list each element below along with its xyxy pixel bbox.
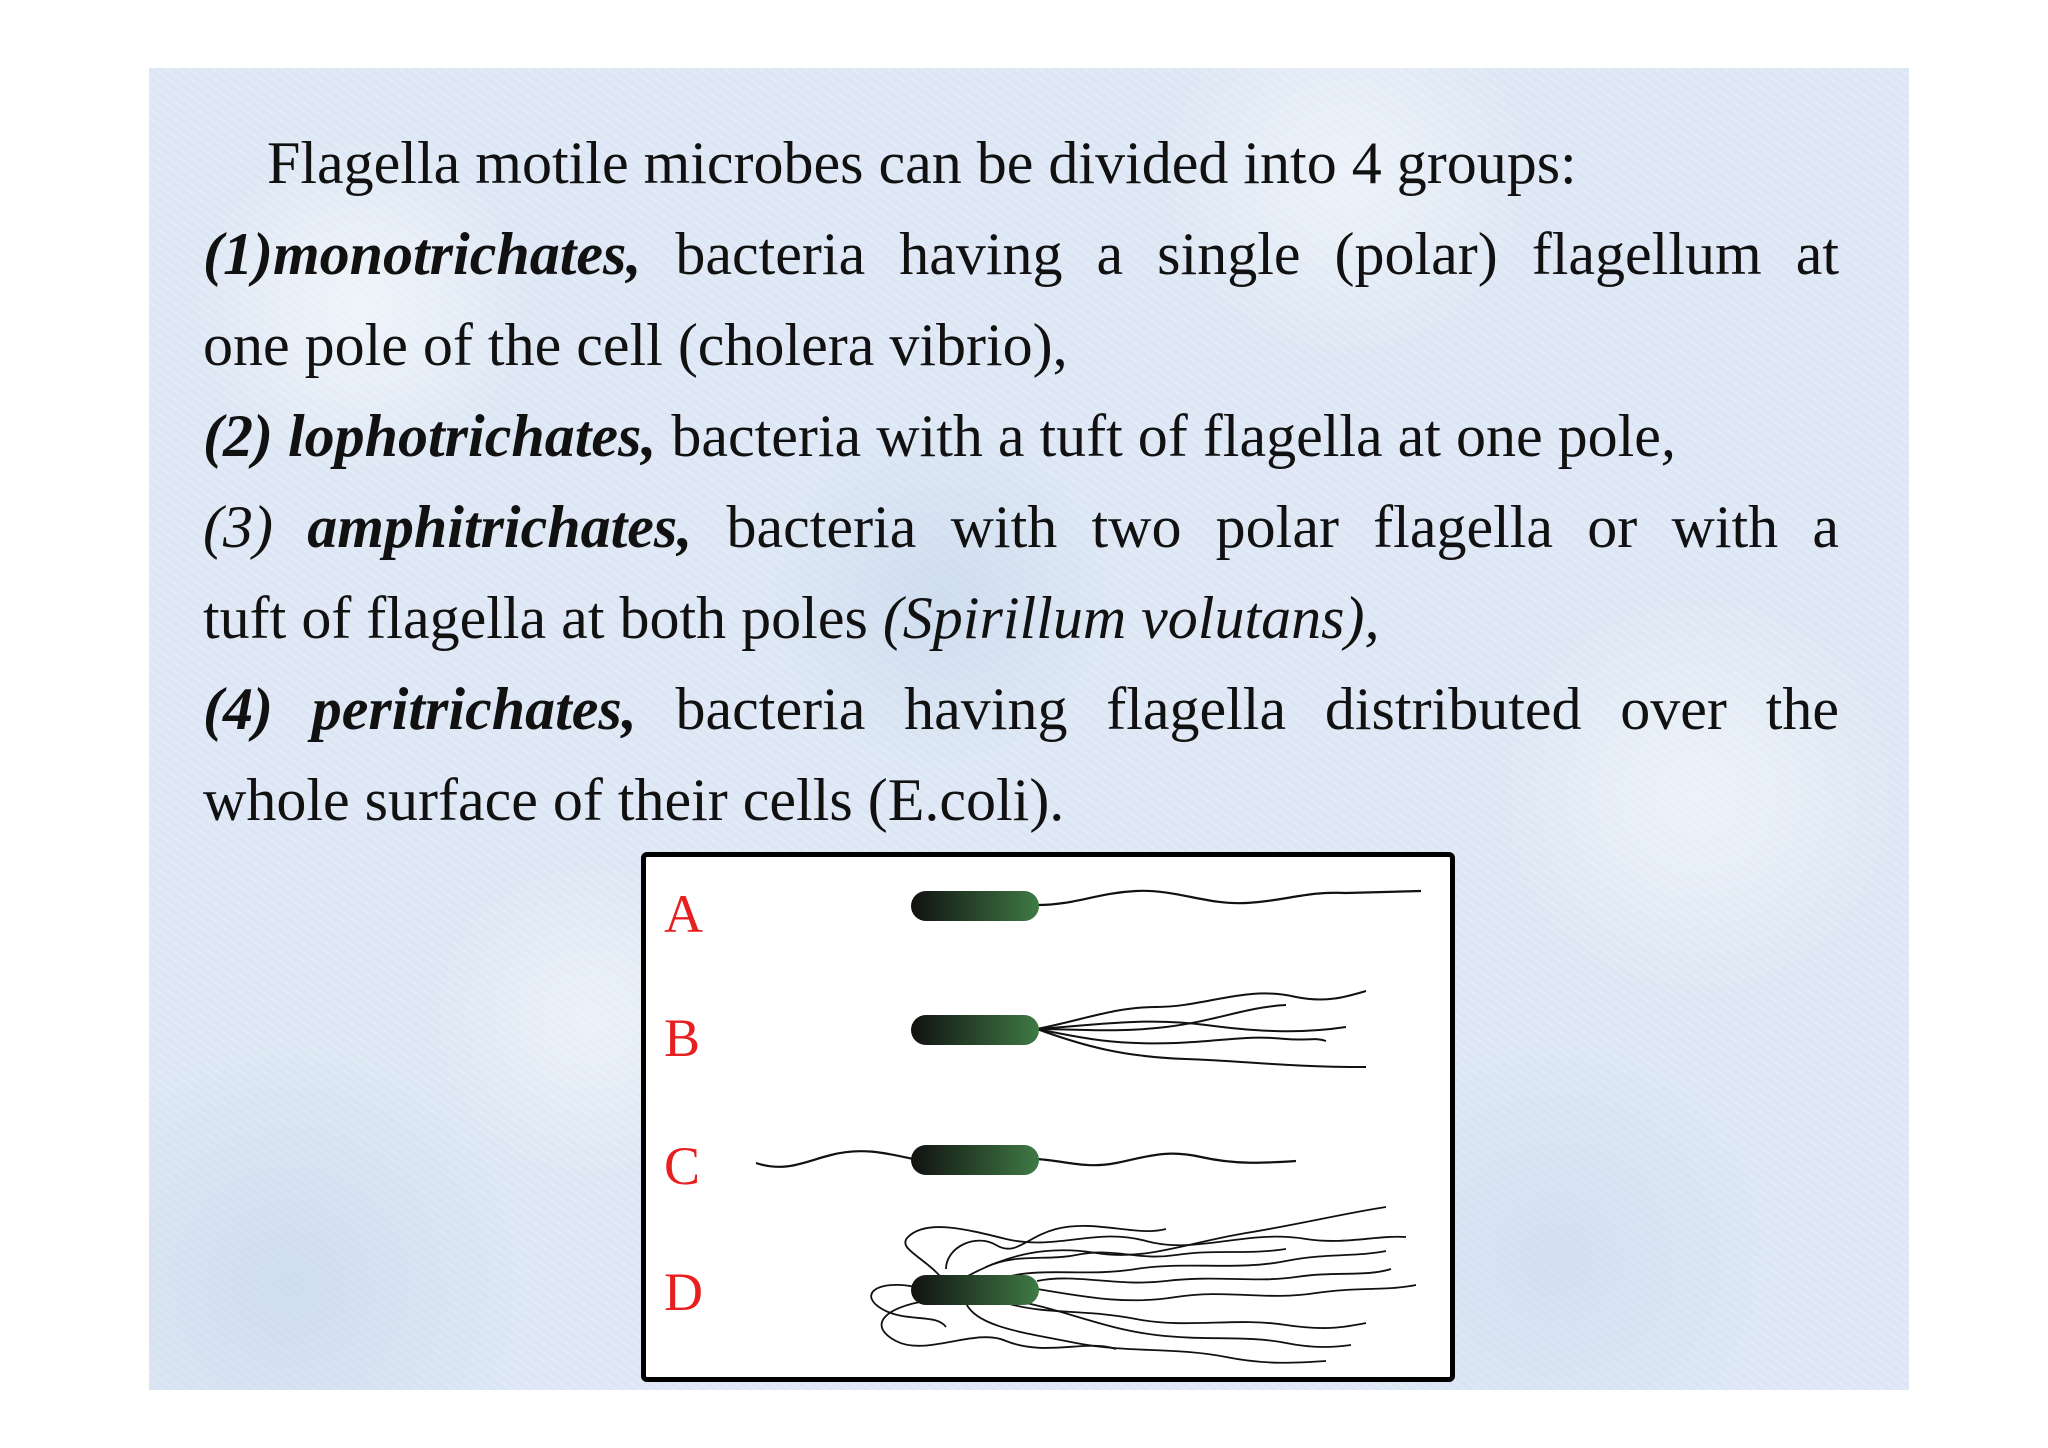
label-c: C	[664, 1136, 701, 1196]
item-3-line-1	[203, 482, 1839, 573]
flagellum-d-10	[1037, 1269, 1391, 1283]
item-1-description-cont: one pole of the cell (cholera vibrio),	[203, 312, 1068, 378]
flagellum-d-7	[882, 1301, 1116, 1349]
flagellum-a	[1037, 891, 1421, 905]
flagellum-d-12	[986, 1249, 1286, 1267]
item-4-term: (4) peritrichates,	[203, 676, 637, 742]
flagella-diagram-graphic	[646, 857, 1450, 1377]
flagellum-d-4	[1037, 1285, 1416, 1300]
item-2-term: (2) lophotrichates,	[203, 403, 657, 469]
bacterium-b	[911, 991, 1366, 1067]
item-3-number: (3)	[203, 494, 273, 560]
item-3-term: amphitrichates,	[307, 494, 693, 560]
bacterium-c	[756, 1145, 1296, 1175]
label-d: D	[664, 1262, 703, 1322]
item-2-line-1	[203, 391, 1839, 482]
intro-line	[203, 118, 1839, 209]
item-3-description-cont: tuft of flagella at both poles	[203, 585, 868, 651]
item-1-description: bacteria having a single (polar) flagellum at	[675, 221, 1840, 287]
flagellum-b-1	[1037, 991, 1366, 1029]
item-1-line-1	[203, 209, 1839, 300]
bacterium-d	[871, 1207, 1416, 1363]
item-2-end-mark: ,	[1660, 403, 1676, 469]
cell-a	[911, 891, 1039, 921]
label-a: A	[664, 884, 703, 944]
item-2-description: bacteria with a tuft of flagella at one pole	[671, 403, 1661, 469]
flagellum-d-3	[1006, 1251, 1386, 1277]
slide-text	[203, 118, 1839, 846]
bacterium-a	[911, 891, 1421, 921]
flagellum-c-left	[756, 1151, 913, 1167]
item-4-description: bacteria having flagella distributed over the	[675, 676, 1839, 742]
cell-c	[911, 1145, 1039, 1175]
intro-text: Flagella motile microbes can be divided into 4 groups:	[267, 130, 1577, 196]
cell-b	[911, 1015, 1039, 1045]
flagellum-b-4	[1037, 1029, 1366, 1067]
flagella-diagram	[641, 852, 1455, 1382]
flagellum-c-right	[1037, 1154, 1296, 1166]
cell-d	[911, 1275, 1039, 1305]
label-b: B	[664, 1008, 701, 1068]
item-4-description-cont: whole surface of their cells (E.coli).	[203, 767, 1065, 833]
item-4-line-2	[203, 755, 1839, 846]
item-1-line-2	[203, 300, 1839, 391]
item-1-term: (1)monotrichates,	[203, 221, 642, 287]
item-3-example: (Spirillum volutans),	[882, 585, 1380, 651]
flagellum-d-5	[1006, 1303, 1366, 1328]
item-3-description: bacteria with two polar flagella or with a	[726, 494, 1840, 560]
item-3-line-2	[203, 573, 1839, 664]
item-4-line-1	[203, 664, 1839, 755]
flagellum-d-11	[1026, 1303, 1351, 1347]
